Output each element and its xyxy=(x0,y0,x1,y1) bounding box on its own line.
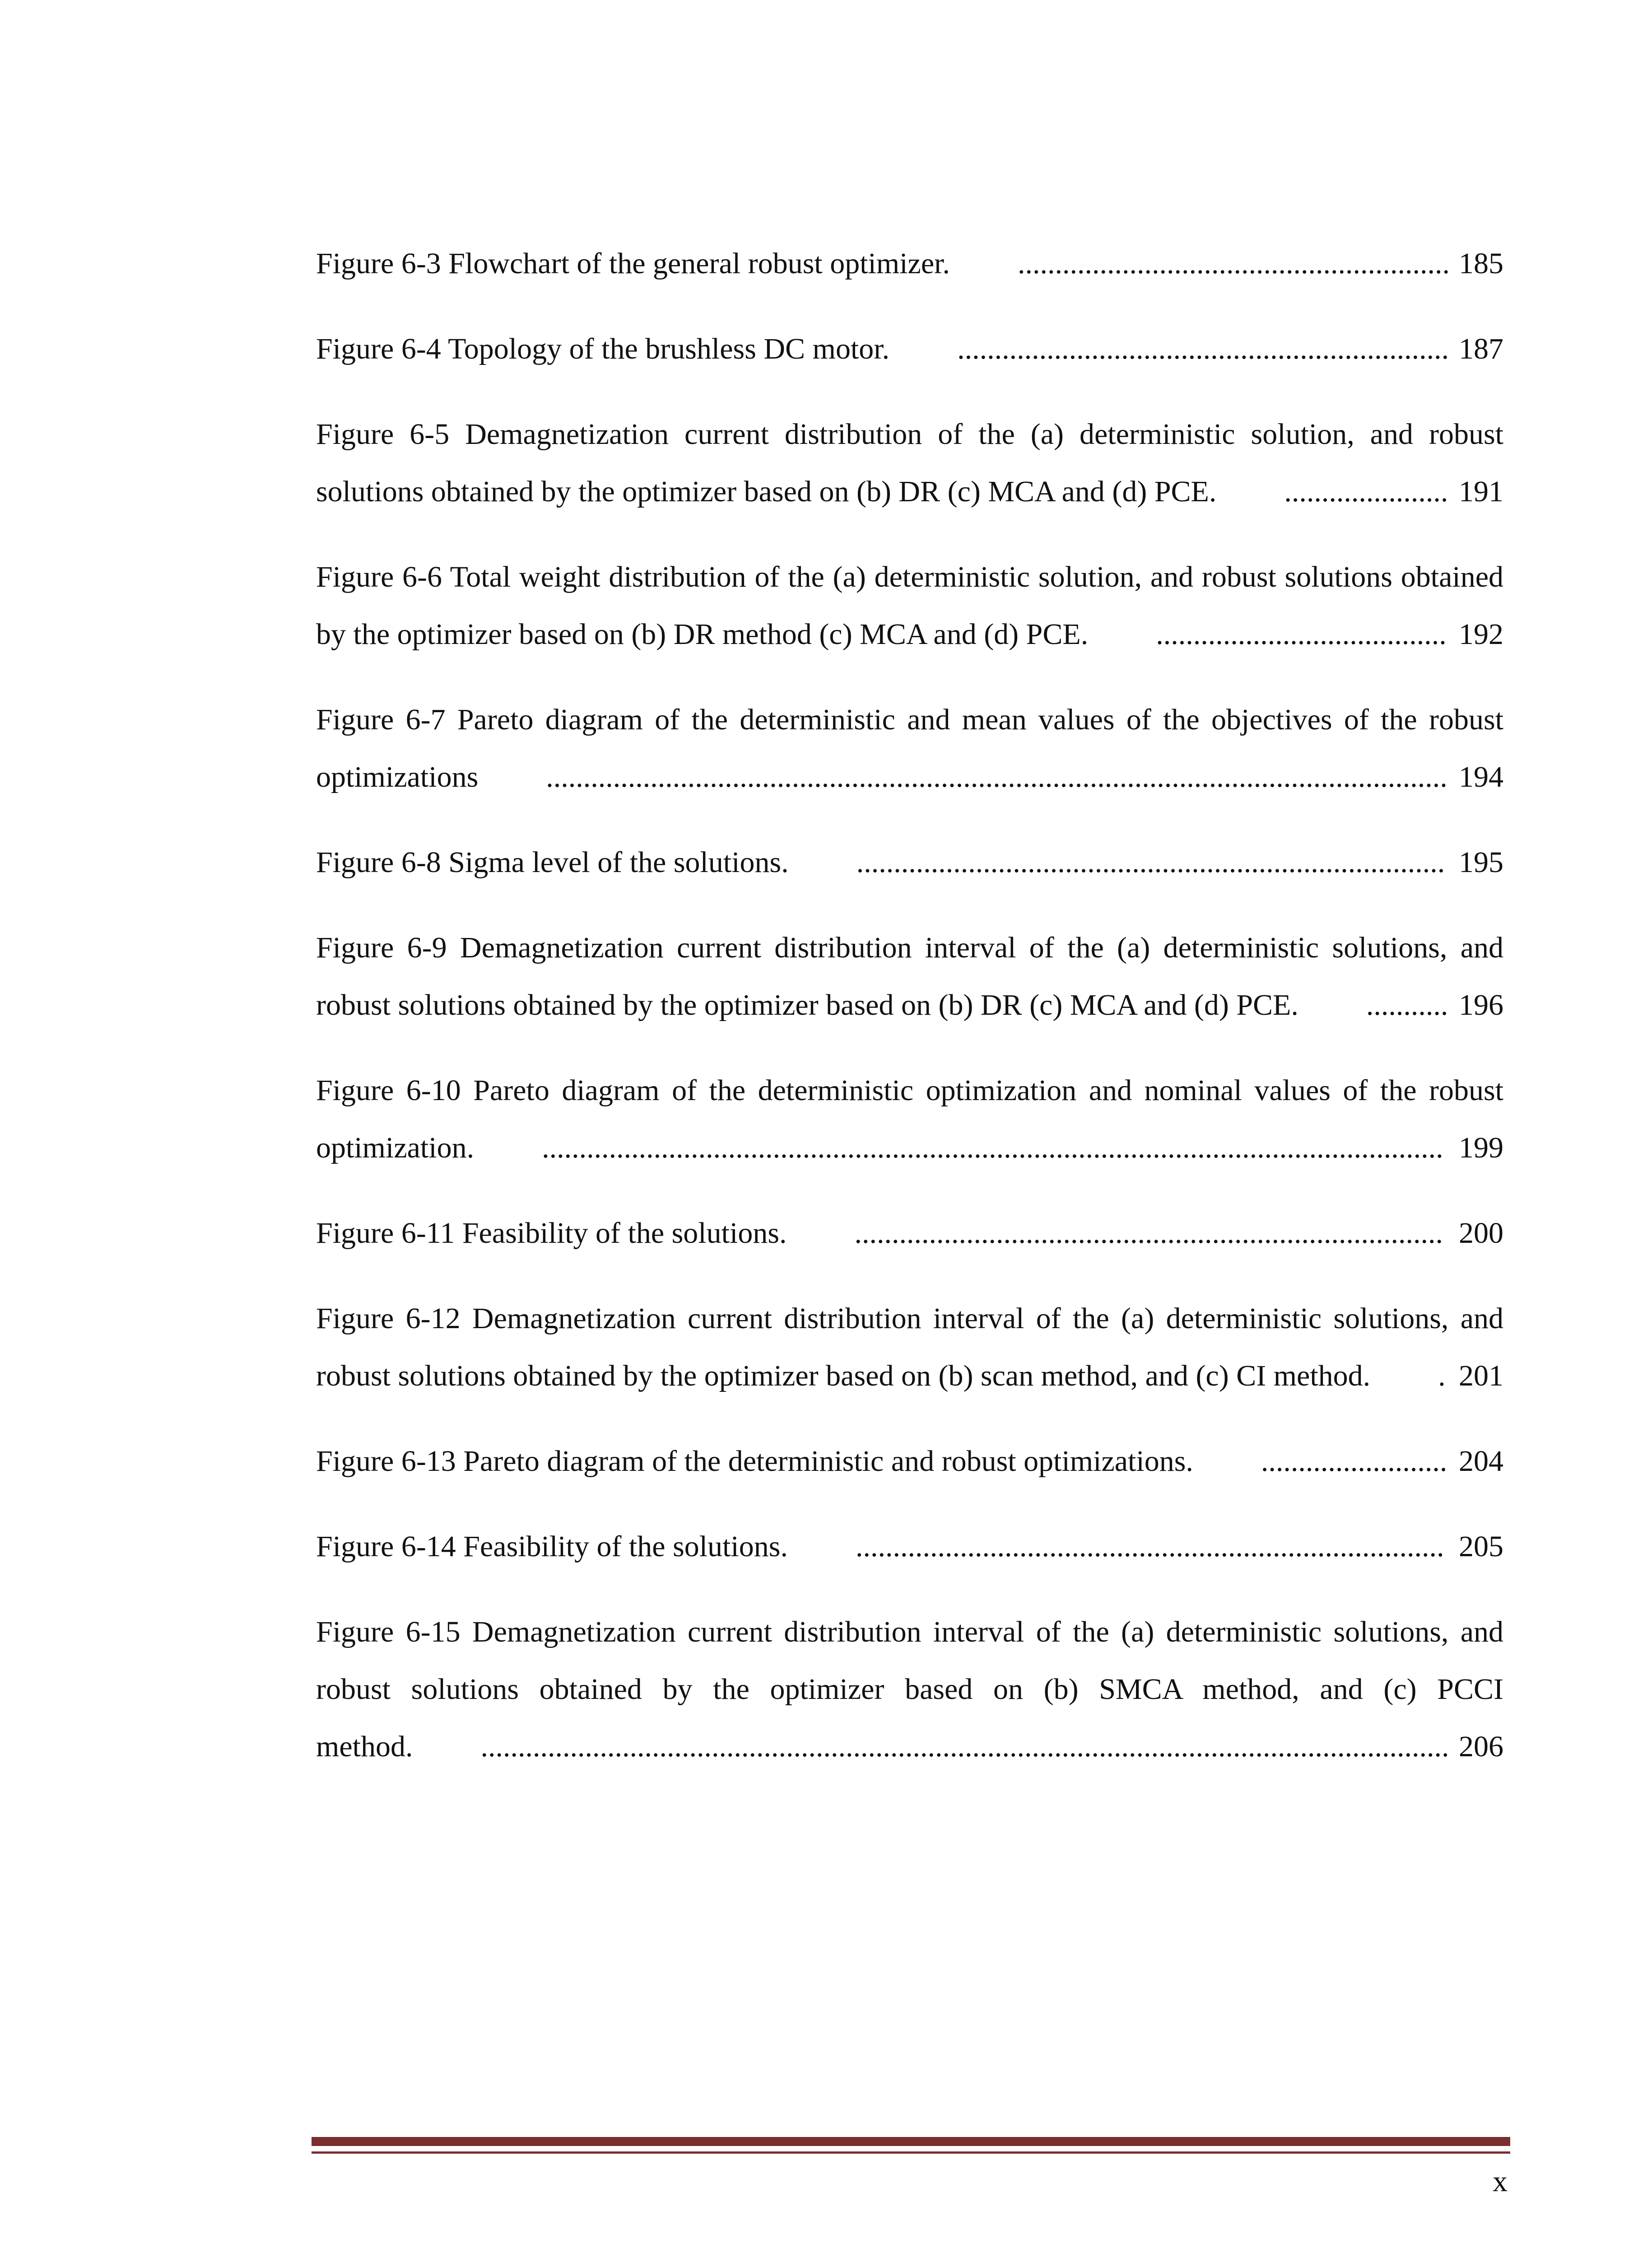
leader-dots: ......................... xyxy=(1261,1445,1447,1478)
toc-entry-text: Figure 6-3 Flowchart of the general robust optimizer. xyxy=(316,247,950,280)
toc-entry-text: Figure 6-6 Total weight distribution of the (a) deterministic solution, and robust solutions obtained by the optimizer based on (b) DR method (c) MCA and (d) PCE. xyxy=(316,560,1503,651)
toc-entry-text: Figure 6-10 Pareto diagram of the deterministic optimization and nominal values of the robust optimization. xyxy=(316,1074,1503,1164)
leader-dots: .................................................................. xyxy=(957,332,1449,365)
toc-entry[interactable] xyxy=(316,235,1503,292)
toc-entry-page: 201 xyxy=(1453,1347,1503,1404)
toc-entry-page: 191 xyxy=(1453,463,1503,520)
footer-thick-rule xyxy=(312,2137,1510,2146)
toc-entry-text: Figure 6-13 Pareto diagram of the deterministic and robust optimizations. xyxy=(316,1445,1193,1478)
toc-entry-text: Figure 6-5 Demagnetization current distribution of the (a) deterministic solution, and robust solutions obtained by the optimizer based on (b) DR (c) MCA and (d) PCE. xyxy=(316,418,1503,508)
toc-entry[interactable] xyxy=(316,320,1503,378)
toc-entry[interactable] xyxy=(316,834,1503,891)
toc-entry-page: 199 xyxy=(1453,1119,1503,1176)
leader-dots: . xyxy=(1438,1359,1446,1392)
toc-entry-page: 196 xyxy=(1453,976,1503,1034)
toc-entry-text: Figure 6-12 Demagnetization current distribution interval of the (a) deterministic solutions, and robust solutions obtained by the optimizer based on (b) scan method, and (c) CI method. xyxy=(316,1302,1503,1392)
leader-dots: .......................................................... xyxy=(1017,247,1450,280)
toc-entry[interactable] xyxy=(316,1518,1503,1575)
toc-entry-page: 206 xyxy=(1453,1718,1503,1775)
toc-entry-text: Figure 6-15 Demagnetization current distribution interval of the (a) deterministic solutions, and robust solutions obtained by the optimizer based on (b) SMCA method, and (c) PCCI method. xyxy=(316,1615,1503,1763)
toc-entry-text: Figure 6-8 Sigma level of the solutions. xyxy=(316,846,789,879)
toc-entry[interactable] xyxy=(316,548,1503,663)
toc-entry[interactable] xyxy=(316,691,1503,806)
toc-entry-text: Figure 6-7 Pareto diagram of the deterministic and mean values of the objectives of the robust optimizations xyxy=(316,703,1503,793)
leader-dots: ........... xyxy=(1366,989,1448,1022)
leader-dots: ....................................... xyxy=(1156,618,1447,651)
toc-entry[interactable] xyxy=(316,1204,1503,1262)
leader-dots: ......................................................................................................................... xyxy=(542,1131,1443,1164)
toc-entry-text: Figure 6-14 Feasibility of the solutions. xyxy=(316,1530,788,1563)
footer-thin-rule xyxy=(312,2151,1510,2154)
toc-entry-page: 195 xyxy=(1453,834,1503,891)
toc-entry[interactable] xyxy=(316,1432,1503,1490)
toc-entry-page: 205 xyxy=(1453,1518,1503,1575)
toc-entry-text: Figure 6-11 Feasibility of the solutions. xyxy=(316,1217,787,1250)
toc-entry-text: Figure 6-9 Demagnetization current distribution interval of the (a) deterministic solutions, and robust solutions obtained by the optimizer based on (b) DR (c) MCA and (d) PCE. xyxy=(316,931,1503,1022)
toc-entry[interactable] xyxy=(316,406,1503,520)
toc-entry[interactable] xyxy=(316,1603,1503,1775)
list-of-figures xyxy=(316,235,1503,1803)
toc-entry-page: 200 xyxy=(1453,1204,1503,1262)
toc-entry-page: 185 xyxy=(1453,235,1503,292)
toc-entry[interactable] xyxy=(316,919,1503,1034)
leader-dots: ...................... xyxy=(1284,475,1448,508)
leader-dots: ......................................................................................................................... xyxy=(546,760,1447,793)
leader-dots: .................................................................................................................................. xyxy=(480,1730,1449,1763)
toc-entry-page: 194 xyxy=(1453,748,1503,806)
leader-dots: ............................................................................... xyxy=(856,846,1445,879)
toc-entry-text: Figure 6-4 Topology of the brushless DC motor. xyxy=(316,332,890,365)
toc-entry[interactable] xyxy=(316,1290,1503,1404)
toc-entry-page: 187 xyxy=(1453,320,1503,378)
leader-dots: ............................................................................... xyxy=(855,1530,1444,1563)
toc-entry-page: 192 xyxy=(1453,606,1503,663)
page-number: x xyxy=(1493,2165,1508,2198)
toc-entry-page: 204 xyxy=(1453,1432,1503,1490)
toc-entry[interactable] xyxy=(316,1062,1503,1176)
leader-dots: ............................................................................... xyxy=(854,1217,1443,1250)
